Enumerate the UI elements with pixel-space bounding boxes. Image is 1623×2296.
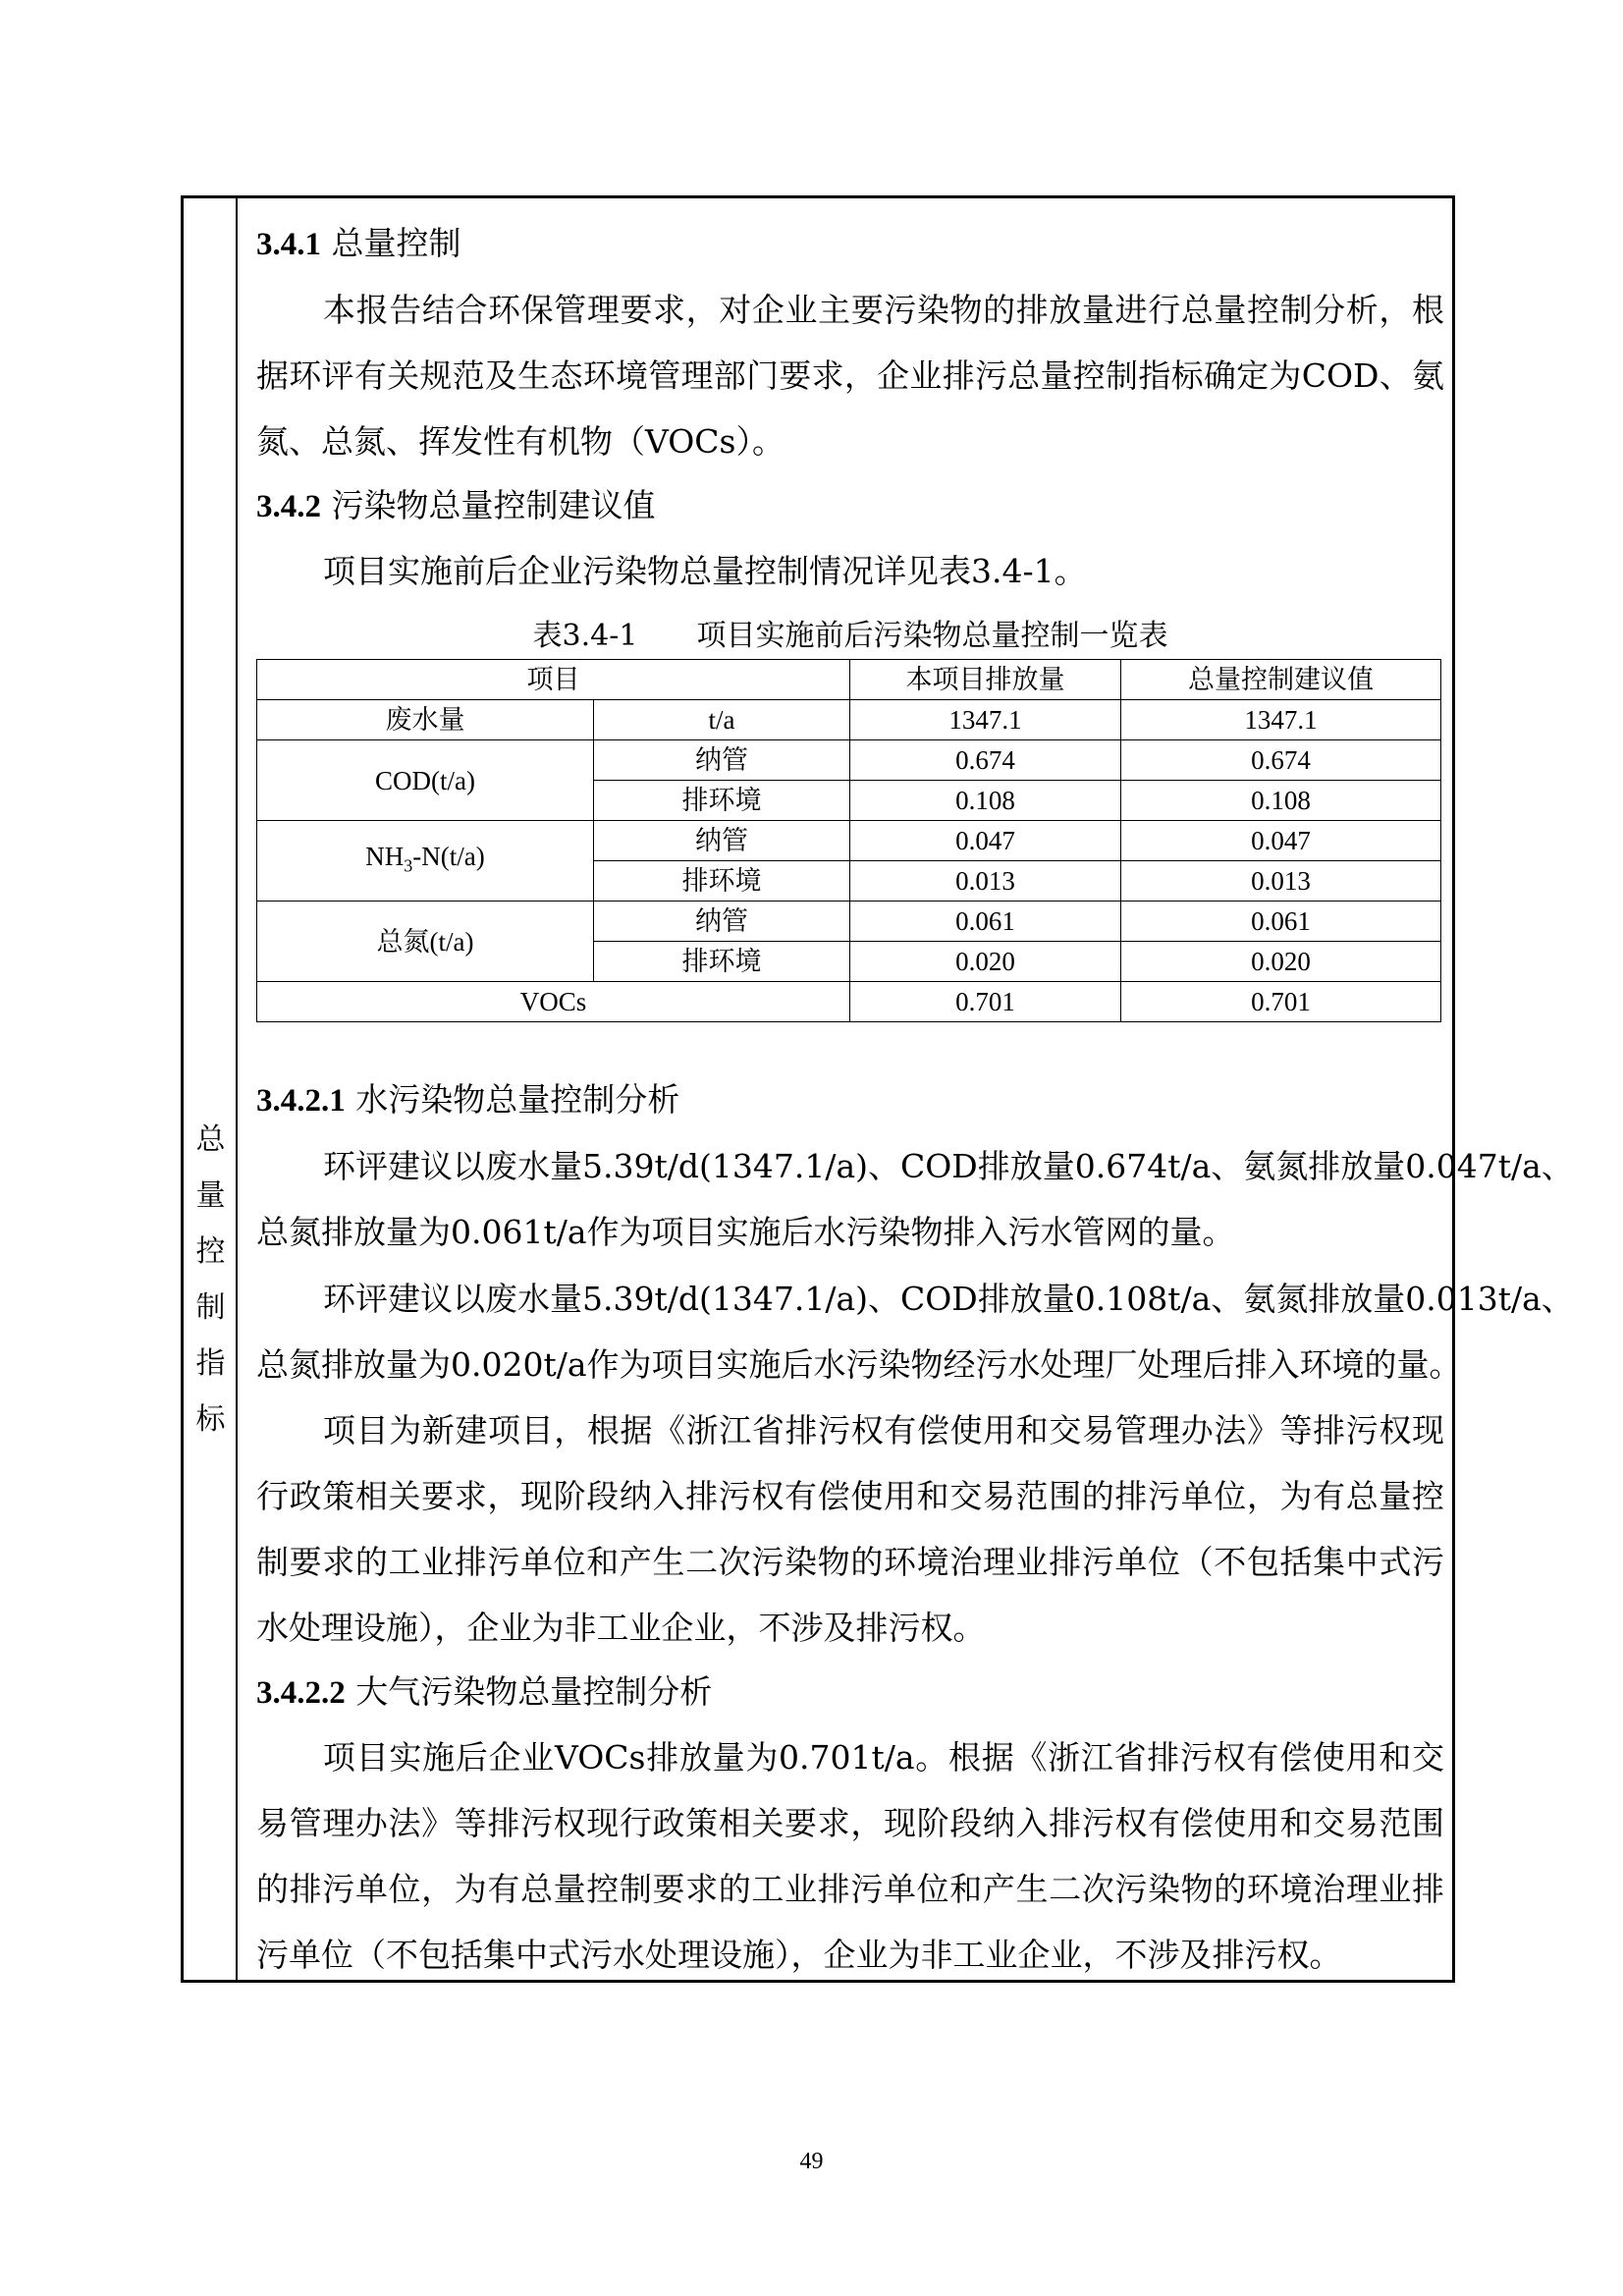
paragraph-line: 的排污单位，为有总量控制要求的工业排污单位和产生二次污染物的环境治理业排: [256, 1870, 1444, 1908]
row-label: 废水量: [257, 700, 594, 740]
paragraph-line: 行政策相关要求，现阶段纳入排污权有偿使用和交易范围的排污单位，为有总量控: [256, 1477, 1444, 1515]
paragraph-line: 污单位（不包括集中式污水处理设施），企业为非工业企业，不涉及排污权。: [256, 1936, 1342, 1974]
pollutant-total-table: [256, 659, 1441, 1022]
table-row: [257, 821, 1441, 861]
value-cell: 0.701: [850, 982, 1121, 1022]
paragraph-line: 制要求的工业排污单位和产生二次污染物的环境治理业排污单位（不包括集中式污: [256, 1543, 1444, 1581]
heading-3-4-2-1: 3.4.2.1 水污染物总量控制分析: [256, 1080, 680, 1119]
row-sublabel: 纳管: [594, 821, 850, 861]
table-row: [257, 700, 1441, 740]
table-row: [257, 902, 1441, 942]
table-row: [257, 982, 1441, 1022]
side-char: 控: [195, 1234, 226, 1269]
value-cell: 1347.1: [850, 700, 1121, 740]
value-cell: 0.674: [850, 740, 1121, 781]
paragraph-line: 环评建议以废水量5.39t/d(1347.1/a)、COD排放量0.108t/a、氨氮排放量0.013t/a、: [323, 1280, 1574, 1318]
value-cell: 0.047: [1121, 821, 1441, 861]
header-cell: 项目: [257, 660, 850, 700]
paragraph-line: 本报告结合环保管理要求，对企业主要污染物的排放量进行总量控制分析，根: [323, 291, 1444, 329]
value-cell: 0.674: [1121, 740, 1441, 781]
side-char: 制: [195, 1290, 226, 1325]
paragraph-line: 项目实施前后企业污染物总量控制情况详见表3.4-1。: [323, 552, 1087, 590]
paragraph-line: 易管理办法》等排污权现行政策相关要求，现阶段纳入排污权有偿使用和交易范围: [256, 1804, 1444, 1842]
page-number: 49: [799, 2149, 824, 2174]
value-cell: 0.108: [1121, 781, 1441, 821]
side-label-column: [184, 198, 238, 1980]
side-char: 总: [195, 1122, 226, 1157]
value-cell: 0.061: [1121, 902, 1441, 942]
paragraph-line: 总氮排放量为0.061t/a作为项目实施后水污染物排入污水管网的量。: [256, 1213, 1235, 1251]
content-frame: [181, 195, 1574, 1983]
row-label: 总氮(t/a): [257, 902, 594, 982]
value-cell: 0.013: [850, 861, 1121, 902]
value-cell: 1347.1: [1121, 700, 1441, 740]
value-cell: 0.108: [850, 781, 1121, 821]
paragraph-line: 项目为新建项目，根据《浙江省排污权有偿使用和交易管理办法》等排污权现: [323, 1411, 1444, 1449]
paragraph-line: 环评建议以废水量5.39t/d(1347.1/a)、COD排放量0.674t/a、氨氮排放量0.047t/a、: [323, 1147, 1574, 1185]
row-label: VOCs: [257, 982, 850, 1022]
heading-3-4-2: 3.4.2 污染物总量控制建议值: [256, 486, 656, 524]
table-header-row: [257, 660, 1441, 700]
header-cell: 本项目排放量: [850, 660, 1121, 700]
side-char: 量: [195, 1178, 226, 1213]
row-sublabel: 纳管: [594, 902, 850, 942]
value-cell: 0.701: [1121, 982, 1441, 1022]
paragraph-line: 总氮排放量为0.020t/a作为项目实施后水污染物经污水处理厂处理后排入环境的量。: [256, 1345, 1462, 1384]
heading-3-4-1: 3.4.1 总量控制: [256, 224, 461, 262]
value-cell: 0.020: [1121, 942, 1441, 982]
value-cell: 0.047: [850, 821, 1121, 861]
heading-3-4-2-2: 3.4.2.2 大气污染物总量控制分析: [256, 1672, 713, 1711]
paragraph-line: 据环评有关规范及生态环境管理部门要求，企业排污总量控制指标确定为COD、氨: [256, 356, 1444, 395]
side-char: 标: [195, 1402, 226, 1437]
table-caption: 表3.4-1 项目实施前后污染物总量控制一览表: [532, 619, 1168, 653]
row-sublabel: 排环境: [594, 861, 850, 902]
row-label: COD(t/a): [257, 740, 594, 821]
row-label: $NH_3-N(t/a)$: [257, 821, 594, 902]
side-char: 指: [195, 1346, 226, 1381]
table-row: [257, 740, 1441, 781]
side-label: [184, 1112, 238, 1448]
row-sublabel: 纳管: [594, 740, 850, 781]
paragraph-line: 水处理设施），企业为非工业企业，不涉及排污权。: [256, 1609, 986, 1647]
row-sublabel: 排环境: [594, 942, 850, 982]
paragraph-line: 氮、总氮、挥发性有机物（VOCs）。: [256, 422, 784, 461]
paragraph-line: 项目实施后企业VOCs排放量为0.701t/a。根据《浙江省排污权有偿使用和交: [323, 1738, 1444, 1777]
row-sublabel: t/a: [594, 700, 850, 740]
value-cell: 0.020: [850, 942, 1121, 982]
value-cell: 0.013: [1121, 861, 1441, 902]
row-sublabel: 排环境: [594, 781, 850, 821]
value-cell: 0.061: [850, 902, 1121, 942]
header-cell: 总量控制建议值: [1121, 660, 1441, 700]
